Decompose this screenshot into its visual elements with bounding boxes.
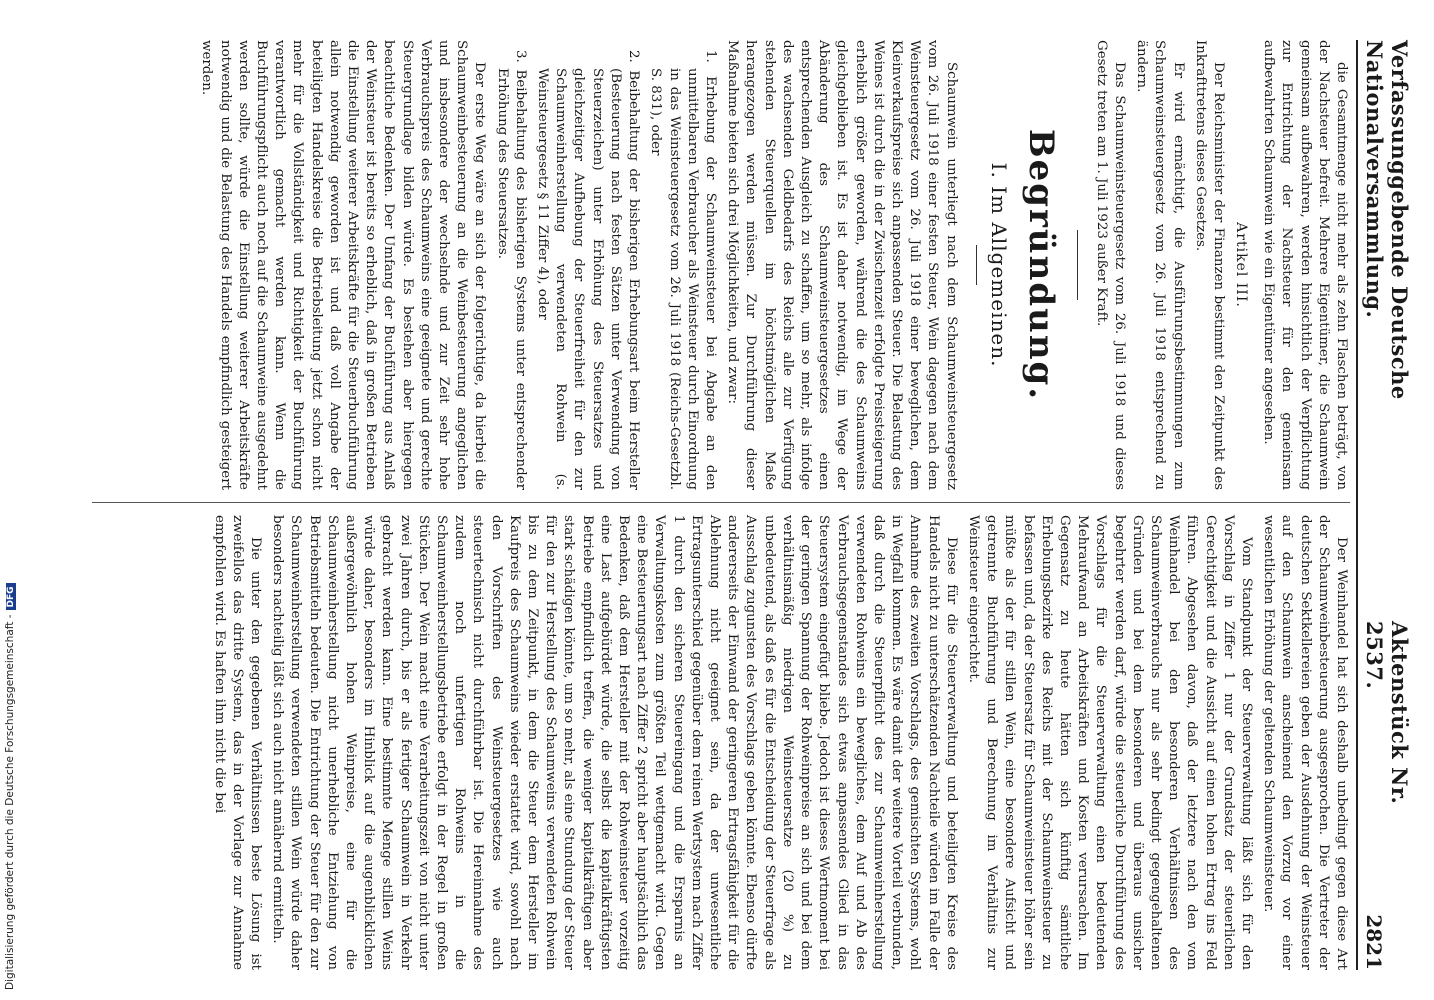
- digitization-credit: [4, 586, 18, 990]
- column-left: [92, 40, 1350, 490]
- document-page: [72, 0, 1412, 1000]
- paragraph: Der erste Weg wäre an sich der folgerichtige, da hierbei die Schaumweinbesteuerung an die Weinbesteuerung angeglichen und insbesondere der wechselnde und zur Zeit sehr hohe Verbrauchspreis des Schaumweins eine geeignete und gerechte Steuergrundlage bilden würde. Es bestehen aber hiergegen beachtliche Bedenken. Der Umfang der Buchführung aus Anlaß der Weinsteuer ist bereits so erheblich, daß in großen Betrieben die Einstellung weiterer Arbeitskräfte für die Steuerbuchführung allein notwendig geworden ist und daß voll Angabe der beteiligten Handelskreise die Betriebsleitung jetzt schon nicht mehr für die Vollständigkeit und Richtigkeit der Buchführung verantwortlich gemacht werden kann. Wenn die Buchführungspflicht auch noch auf die Schaumweine ausgedehnt werden sollte, würde die Einstellung weiterer Arbeitskräfte notwendig und die Belastung des Handels empfindlich gesteigert werden.: [199, 40, 488, 490]
- dfg-logo: DFG: [6, 583, 16, 610]
- section-divider: [1077, 230, 1078, 300]
- header-title: Verfassunggebende Deutsche Nationalversammlung.: [1362, 40, 1412, 400]
- list-item: 3. Beibehaltung des bisherigen Systems unter entsprechender Erhöhung des Steuersatzes.: [494, 50, 528, 490]
- paragraph: Vom Standpunkt der Steuerverwaltung läßt sich für den Vorschlag in Ziffer 1 nur der Grundsatz der steuerlichen Gerechtigkeit und die Aussicht auf einen hohen Ertrag ins Feld führen. Abgesehen davon, daß der letztere nach den vom Weinhandel bei den besonderen Verhältnissen des Schaumweinverbrauchs nur als sehr bedingt gegengehaltenen Gründen und bei dem besonderen und überaus unsicher begehrter werden darf, würde die steuerliche Durchführung des Vorschlags für die Steuerverwaltung einen bedeutenden Mehraufwand an Arbeitskräften und Kosten verursachen. Im Gegensatz zu heute hätten sich künftig sämtliche Erhebungsbezirke des Reichs mit der Schaumweinsteuer zu befassen und, da der Steuersatz für Schaumweinsteuer höher sein müßte als der für stillen Wein, eine besondere Aufsicht und getrennte Buchführung und Berechnung im Verhältnis zur Weinsteuer eingerichtet.: [965, 515, 1254, 970]
- paragraph: Der Reichsminister der Finanzen bestimmt den Zeitpunkt des Inkrafttretens dieses Gesetzes.: [1192, 40, 1226, 490]
- list-item: 1. Erhebung der Schaumweinsteuer bei Abgabe an den unmittelbaren Verbraucher als Weinsteuer durch Einordnung in das Weinsteuergesetz vom 26. Juli 1918 (Reichs-Gesetzbl. S. 831), oder: [648, 50, 718, 490]
- paragraph: die Gesamtmenge nicht mehr als zehn Flaschen beträgt, von der Nachsteuer befreit. Mehrere Eigentümer, die Schaumwein gemeinsam aufbewahren, werden hinsichtlich der Verpflichtung zur Entrichtung der Nachsteuer für den gemeinsam aufbewahrten Schaumwein wie ein Eigentümer angesehen.: [1261, 40, 1349, 490]
- running-header: [1356, 40, 1412, 970]
- section-heading: Begründung.: [1020, 128, 1061, 402]
- article-heading: Artikel III.: [1232, 222, 1249, 308]
- paragraph: Die unter den gegebenen Verhältnissen beste Lösung ist zweifellos das dritte System, das in der Vorlage zur Annahme empfohlen wird. Es haften ihm nicht die bei: [211, 515, 264, 970]
- header-doc-ref: Aktenstück Nr. 2537.: [1362, 621, 1412, 805]
- column-right: [92, 515, 1350, 970]
- page-number: 2821: [1362, 914, 1386, 970]
- subsection-heading: I. Im Allgemeinen.: [986, 162, 1011, 368]
- subsection-divider: [976, 245, 977, 285]
- paragraph: Das Schaumweinsteuergesetz vom 26. Juli 1918 und dieses Gesetz treten am 1. Juli 1923 außer Kraft.: [1093, 40, 1127, 490]
- paragraph: Der Weinhandel hat sich deshalb unbedingt gegen diese Art der Schaumweinbesteuerung ausgesprochen. Die Vertreter der deutschen Sektkellereien geben der Ausdehnung der Weinsteuer auf den Schaumwein anscheinend den Vorzug vor einer wesentlichen Erhöhung der geltenden Schaumweinsteuer.: [1261, 515, 1349, 970]
- credit-text: Digitalisierung gefördert durch die Deutsche Forschungsgemeinschaft -: [4, 614, 16, 990]
- list-item: 2. Beibehaltung der bisherigen Erhebungsart beim Hersteller (Besteuerung nach festen Sätzen unter Verwendung von Steuerzeichen) unter Erhöhung des Steuersatzes und gleichzeitiger Aufhebung der Steuerfreiheit für den zur Schaumweinherstellung verwendeten Rohwein (s. Weinsteuergesetz § 11 Ziffer 4), oder: [535, 50, 642, 490]
- column-divider: [92, 502, 1350, 503]
- paragraph: Diese für die Steuerverwaltung und beteiligten Kreise des Handels nicht zu unterschätzenden Nachteile würden im Falle der Annahme des zweiten Vorschlags, des gemischten Systems, wohl in Wegfall kommen. Es wäre damit der weitere Vorteil verbunden, daß durch die Steuerpflicht des zur Schaumweinherstellung verwendeten Rohweins ein bewegliches, dem Auf und Ab des Verbrauchsgegenstandes sich etwas anpassendes Glied in das Steuersystem eingefügt bliebe. Jedoch ist dieses Wertmoment bei der geringen Spannung der Rohweinpreise an sich und bei dem verhältnismäßig niedrigen Weinsteuersatze (20 %) zu unbedeutend, als daß es für die Entscheidung der Steuerfrage als Ausschlag zugunsten des Vorschlags geben könnte. Ebenso dürfte andererseits der Einwand der geringeren Ertragsfähigkeit für die Ablehnung nicht geeignet sein, da der unwesentliche Ertragsunterschied gegenüber dem reinen Wertsystem nach Ziffer 1 durch den sicheren Steuereingang und die Ersparnis an Verwaltungskosten zum größten Teil wettgemacht wird. Gegen eine Besteuerungsart nach Ziffer 2 spricht aber hauptsächlich das Bedenken, daß dem Hersteller mit der Rohweinsteuer vorzeitig eine Last aufgebürdet würde, die selbst die kapitalkräftigsten Betriebe empfindlich treffen, die weniger kapitalkräftigen aber stark schädigen könnte, um so mehr, als eine Stundung der Steuer für den zur Herstellung des Schaumweins verwendeten Rohwein bis zu dem Zeitpunkt, in dem die Steuer dem Hersteller im Kaufpreis des Schaumweins wieder erstattet wird, sowohl nach den Vorschriften des Weinsteuergesetzes wie auch steuertechnisch nicht durchführbar ist. Die Hereinnahme des zudem noch unfertigen Rohweins in die Schaumweinherstellungsbetriebe erfolgt in der Regel in großen Stücken. Der Wein macht eine Verarbeitungszeit von nicht unter zwei Jahren durch, bis er als fertiger Schaumwein in Verkehr gebracht werden kann. Eine bestimmte Menge stillen Weins würde daher, besonders im Hinblick auf die augenblicklichen außergewöhnlich hohen Weinpreise, eine für die Schaumweinherstellung nicht unerhebliche Entziehung von Betriebsmitteln bedeuten. Die Entrichtung der Steuer für den zur Schaumweinherstellung verwendeten stillen Wein würde daher besonders nachteilig läßt sich auch nicht annähernd ermitteln.: [270, 515, 959, 970]
- paragraph: Er wird ermächtigt, die Ausführungsbestimmungen zum Schaumweinsteuergesetz vom 26. Juli 1918 entsprechend zu ändern.: [1134, 40, 1186, 490]
- paragraph: Schaumwein unterliegt nach dem Schaumweinsteuergesetz vom 26. Juli 1918 einer festen Steuer, Wein dagegen nach dem Weinsteuergesetz vom 26. Juli 1918 einer beweglichen, dem Kleinverkaufspreise sich anpassenden Steuer. Die Belastung des Weines ist durch die in der Zwischenzeit erfolgte Preissteigerung erheblich größer geworden, während die des Schaumweins gleichgeblieben ist. Es ist daher notwendig, im Wege der Abänderung des Schaumweinsteuergesetzes einen entsprechenden Ausgleich zu schaffen, um so mehr, als infolge des wachsenden Geldbedarfs des Reichs alle zur Verfügung stehenden Steuerquellen im höchstmöglichen Maße herangezogen werden müssen. Zur Durchführung dieser Maßnahme bieten sich drei Möglichkeiten, und zwar:: [725, 40, 959, 490]
